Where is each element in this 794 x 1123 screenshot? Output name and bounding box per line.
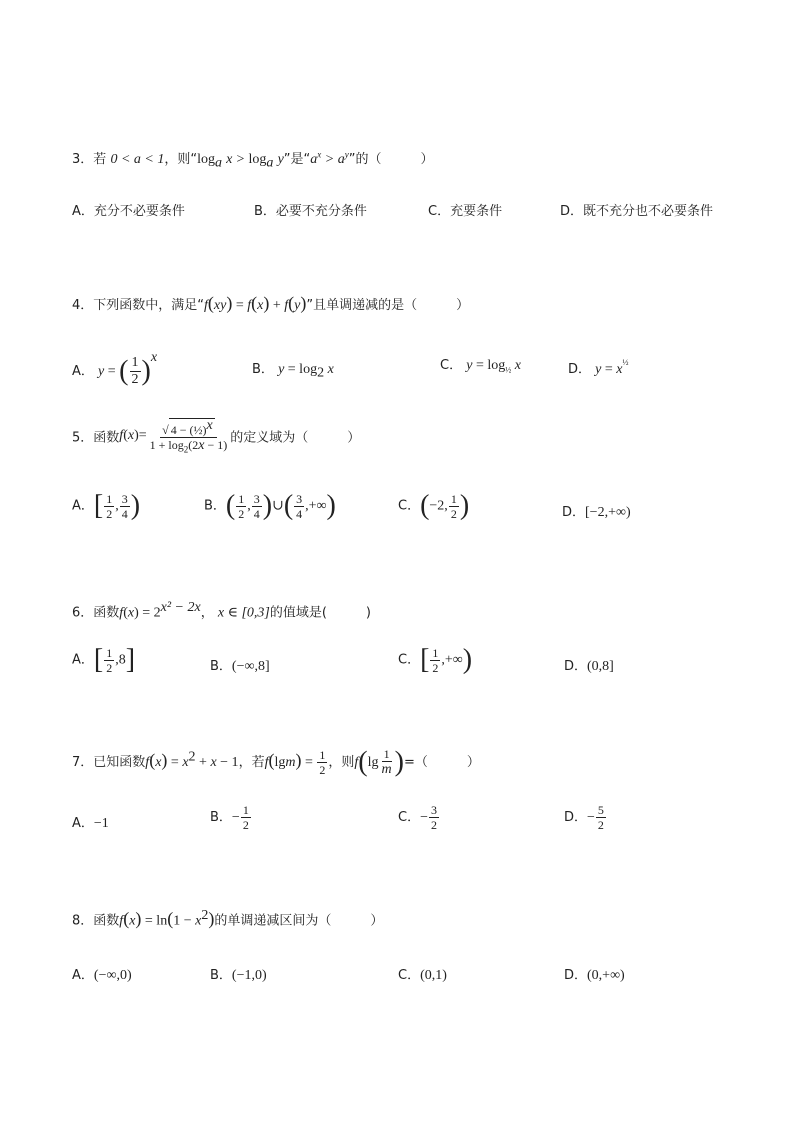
option-c: C．(−2, $\frac{1}{2}$ ) xyxy=(398,490,470,521)
question-number: 7． xyxy=(72,755,94,770)
stem-text: 的定义域为（ ） xyxy=(230,430,361,446)
option-c: C． $y = \log_{\frac{1}{2}} x$ xyxy=(440,358,521,375)
option-d xyxy=(562,501,631,521)
math-sub: a xyxy=(214,155,222,171)
option-text: 充要条件 xyxy=(450,204,503,219)
condition-math: 0 < a < 1 xyxy=(110,152,165,167)
option-label: B． xyxy=(204,498,226,514)
question-7-stem: 7．已知函数$f(x) = x^2 + x - 1$，若f(lgm) = $\frac{1}{2}$ ，则f(lg $\frac{1}{m}$ )=（ ） xyxy=(72,746,480,778)
stem-text: ， xyxy=(200,605,214,621)
stem-text: 的值域是( ) xyxy=(269,605,372,621)
option-label: D． xyxy=(564,968,588,983)
stem-text: ”且单调递减的是（ ） xyxy=(306,298,470,313)
option-d xyxy=(560,200,713,219)
question-3-options xyxy=(0,200,794,240)
option-label: A． xyxy=(72,364,94,379)
option-text: (−∞,8] xyxy=(231,659,270,674)
question-number: 8． xyxy=(72,913,94,929)
option-label: B． xyxy=(252,362,274,377)
stem-text: 的单调递减区间为（ ） xyxy=(214,913,384,929)
question-3 xyxy=(0,148,794,188)
stem-text: 函数 xyxy=(93,430,120,446)
option-label: D． xyxy=(564,659,588,674)
option-b xyxy=(210,964,267,984)
option-text: (−1,0) xyxy=(231,968,267,983)
option-c xyxy=(428,200,502,219)
option-text: 充分不必要条件 xyxy=(93,204,185,219)
option-label: C． xyxy=(428,204,451,219)
option-text: −1 xyxy=(93,816,109,831)
question-number: 3． xyxy=(72,152,94,167)
math-expr: $a^x > a^y$ xyxy=(310,149,349,167)
stem-text: ”的（ ） xyxy=(348,152,434,167)
stem-text: =（ ） xyxy=(403,755,480,770)
math-log: log xyxy=(248,152,267,167)
option-label: B． xyxy=(254,204,276,219)
math-var: x xyxy=(226,152,233,167)
option-c xyxy=(398,964,447,984)
option-text: 既不充分也不必要条件 xyxy=(583,204,714,219)
option-label: A． xyxy=(72,816,94,831)
math-sub: a xyxy=(266,155,274,171)
option-a xyxy=(72,812,109,832)
question-4 xyxy=(0,293,794,333)
option-text: (0,8] xyxy=(587,659,614,674)
option-a: A． y = ( $\frac{1}{2}$ )$^x$ xyxy=(72,350,158,387)
question-number: 4． xyxy=(72,298,94,313)
option-c: C．− $\frac{3}{2}$ xyxy=(398,803,437,832)
option-text: (−∞,0) xyxy=(93,968,132,983)
option-b xyxy=(210,655,270,675)
fraction: $\frac{√ 4 - (\frac{1}{2})^x}{1 + \log_2(2x - 1)}$ xyxy=(149,418,228,455)
stem-text: 若 xyxy=(93,152,107,167)
option-label: A． xyxy=(72,968,94,983)
math-domain: x ∈ [0,3] xyxy=(217,605,270,621)
option-d xyxy=(564,655,614,675)
option-d: D．− $\frac{5}{2}$ xyxy=(564,803,604,832)
option-text: [−2,+∞) xyxy=(585,505,631,520)
option-label: C． xyxy=(440,358,463,373)
question-7-options xyxy=(0,804,794,844)
question-number: 6． xyxy=(72,605,94,621)
math-expr: f xyxy=(204,298,208,313)
question-4-options xyxy=(0,350,794,395)
option-a xyxy=(72,200,185,219)
option-c: C．[ $\frac{1}{2}$ ,+∞) xyxy=(398,644,473,675)
question-6-options xyxy=(0,646,794,686)
option-text: (0,1) xyxy=(420,968,447,983)
question-8-options xyxy=(0,964,794,1004)
option-b: B．( $\frac{1}{2}$ , $\frac{3}{4}$ )∪( $\frac{3}{4}$ ,+∞) xyxy=(204,490,336,521)
option-a: A．[ $\frac{1}{2}$ , $\frac{3}{4}$ ) xyxy=(72,490,141,521)
question-6-stem: 6．函数$f(x) = 2^{x^2 - 2x}$， x ∈ [0,3]的值域是( ) xyxy=(72,600,372,621)
option-b: B．− $\frac{1}{2}$ xyxy=(210,803,249,832)
question-8 xyxy=(0,908,794,948)
stem-text: 函数 xyxy=(93,605,120,621)
stem-text: ”是“ xyxy=(283,152,311,167)
question-5 xyxy=(0,418,794,473)
option-d: D． $y = x^{\frac{1}{2}}$ xyxy=(568,358,629,377)
option-text: (0,+∞) xyxy=(587,968,625,983)
option-label: A． xyxy=(72,652,94,668)
question-8-stem: 8．函数$f(x) = \ln(1 - x^2)$的单调递减区间为（ ） xyxy=(72,908,384,929)
question-3-stem xyxy=(72,148,433,172)
option-label: D． xyxy=(560,204,584,219)
math-op: > xyxy=(236,152,245,167)
option-label: A． xyxy=(72,204,94,219)
stem-text: ，则“ xyxy=(164,152,198,167)
option-a xyxy=(72,964,132,984)
option-label: C． xyxy=(398,498,421,514)
question-6 xyxy=(0,600,794,640)
stem-text: 已知函数 xyxy=(93,755,146,770)
option-label: C． xyxy=(398,810,421,825)
option-label: C． xyxy=(398,652,421,668)
option-b xyxy=(254,200,367,219)
option-d xyxy=(564,964,625,984)
option-label: D． xyxy=(568,362,592,377)
stem-text: 函数 xyxy=(93,913,120,929)
option-label: B． xyxy=(210,810,232,825)
option-label: B． xyxy=(210,968,232,983)
math-log: log xyxy=(197,152,215,167)
option-label: D． xyxy=(562,505,586,520)
question-4-stem: 4．下列函数中，满足“f(xy) = f(x) + f(y)”且单调递减的是（ ） xyxy=(72,293,470,313)
question-5-stem: 5．函数f(x)= $\frac{√ 4 - (\frac{1}{2})^x}{1 + \log_2(2x - 1)}$ 的定义域为（ ） xyxy=(72,418,361,455)
question-7 xyxy=(0,748,794,788)
option-text: 必要不充分条件 xyxy=(275,204,367,219)
option-b: B． $y = \log_2 x$ xyxy=(252,362,334,381)
stem-text: ，若 xyxy=(238,755,265,770)
option-label: A． xyxy=(72,498,94,514)
question-number: 5． xyxy=(72,430,94,446)
option-label: D． xyxy=(564,810,588,825)
math-var: y xyxy=(277,152,284,167)
option-label: B． xyxy=(210,659,232,674)
option-label: C． xyxy=(398,968,421,983)
stem-text: ，则 xyxy=(328,755,355,770)
option-a: A．[ $\frac{1}{2}$ ,8] xyxy=(72,644,136,675)
stem-text: 下列函数中，满足“ xyxy=(93,298,205,313)
question-5-options xyxy=(0,492,794,532)
